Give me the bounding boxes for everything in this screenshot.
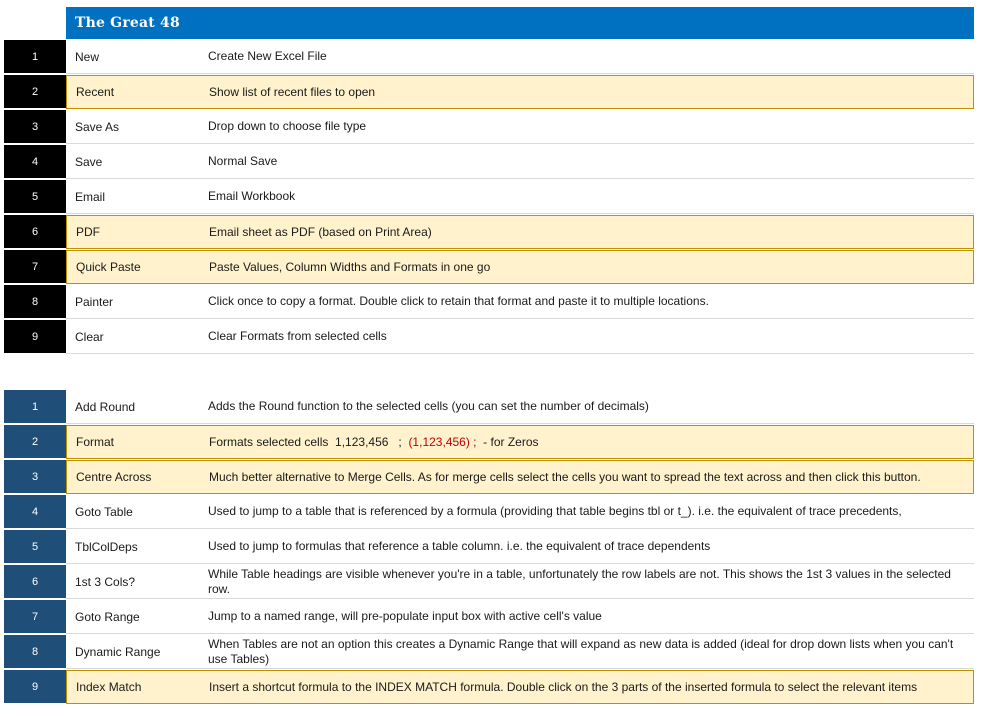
row-body bbox=[66, 40, 974, 74]
command-name: Format bbox=[76, 435, 115, 449]
row-body bbox=[66, 215, 974, 249]
row-number: 2 bbox=[4, 75, 66, 109]
table-row[interactable] bbox=[4, 495, 974, 529]
row-body bbox=[66, 180, 974, 214]
row-number: 1 bbox=[4, 390, 66, 424]
row-body bbox=[66, 75, 974, 109]
table-row[interactable] bbox=[4, 670, 974, 704]
command-description: Jump to a named range, will pre-populate input box with active cell's value bbox=[208, 609, 602, 623]
command-description: Clear Formats from selected cells bbox=[208, 329, 387, 343]
table-row[interactable] bbox=[4, 215, 974, 249]
row-number: 9 bbox=[4, 670, 66, 704]
command-name: Add Round bbox=[75, 399, 136, 414]
row-number: 1 bbox=[4, 40, 66, 74]
command-name: Dynamic Range bbox=[75, 644, 161, 659]
command-description: Show list of recent files to open bbox=[209, 84, 376, 99]
row-number: 6 bbox=[4, 215, 66, 249]
row-body bbox=[66, 250, 974, 284]
command-description: When Tables are not an option this creates a Dynamic Range that will expand as new data is added (ideal for drop down lists when you can't use Tables) bbox=[208, 636, 954, 666]
command-name: Quick Paste bbox=[76, 260, 141, 274]
command-description: Used to jump to formulas that reference a table column. i.e. the equivalent of trace dependents bbox=[208, 539, 711, 553]
command-name: Recent bbox=[76, 85, 115, 99]
row-body bbox=[66, 320, 974, 354]
row-number: 9 bbox=[4, 320, 66, 354]
row-body bbox=[66, 530, 974, 564]
row-number: 5 bbox=[4, 530, 66, 564]
row-body bbox=[66, 110, 974, 144]
command-description: Create New Excel File bbox=[208, 49, 327, 63]
command-description: Normal Save bbox=[208, 154, 278, 168]
header-corner bbox=[4, 7, 66, 39]
row-number: 7 bbox=[4, 250, 66, 284]
row-number: 4 bbox=[4, 495, 66, 529]
command-description: Email sheet as PDF (based on Print Area) bbox=[209, 224, 432, 239]
format-example-negative: (1,123,456) ; bbox=[408, 434, 477, 449]
command-name: Centre Across bbox=[76, 470, 152, 484]
command-name: TblColDeps bbox=[75, 539, 138, 554]
command-name: 1st 3 Cols? bbox=[75, 574, 136, 589]
format-example-zero: - for Zeros bbox=[476, 434, 539, 449]
table-row[interactable] bbox=[4, 425, 974, 459]
row-body bbox=[66, 460, 974, 494]
command-description: Adds the Round function to the selected cells (you can set the number of decimals) bbox=[208, 399, 649, 413]
command-name: PDF bbox=[76, 225, 100, 239]
command-description: Click once to copy a format. Double click to retain that format and paste it to multiple locations. bbox=[208, 294, 709, 308]
row-number: 3 bbox=[4, 110, 66, 144]
command-description bbox=[209, 426, 965, 458]
command-description: Insert a shortcut formula to the INDEX MATCH formula. Double click on the 3 parts of the inserted formula to select the relevant items bbox=[209, 679, 918, 694]
command-description: Email Workbook bbox=[208, 189, 296, 203]
command-name: Save As bbox=[75, 119, 120, 134]
table-row[interactable] bbox=[4, 390, 974, 424]
table-row[interactable] bbox=[4, 565, 974, 599]
row-body bbox=[66, 670, 974, 704]
table-row[interactable] bbox=[4, 530, 974, 564]
table-row[interactable] bbox=[4, 75, 974, 109]
row-number: 4 bbox=[4, 145, 66, 179]
table-row[interactable] bbox=[4, 600, 974, 634]
row-number: 8 bbox=[4, 635, 66, 669]
command-name: Save bbox=[75, 154, 103, 169]
table-row[interactable] bbox=[4, 250, 974, 284]
table-row[interactable] bbox=[4, 145, 974, 179]
table-row[interactable] bbox=[4, 285, 974, 319]
row-number: 8 bbox=[4, 285, 66, 319]
table-row[interactable] bbox=[4, 180, 974, 214]
page-title: The Great 48 bbox=[75, 15, 180, 31]
row-body bbox=[66, 565, 974, 599]
format-example-positive: Formats selected cells 1,123,456 ; bbox=[209, 434, 409, 449]
command-description: Used to jump to a table that is referenced by a formula (providing that table begins tbl or t_). i.e. the equivalent of trace precedents, bbox=[208, 504, 902, 518]
command-description: Much better alternative to Merge Cells. As for merge cells select the cells you want to spread the text across and then click this button. bbox=[209, 469, 921, 484]
table-row[interactable] bbox=[4, 460, 974, 494]
command-name: Clear bbox=[75, 329, 104, 344]
row-number: 5 bbox=[4, 180, 66, 214]
command-name: Painter bbox=[75, 294, 114, 309]
row-number: 2 bbox=[4, 425, 66, 459]
command-name: Goto Table bbox=[75, 504, 133, 519]
command-name: Goto Range bbox=[75, 609, 140, 624]
table-row[interactable] bbox=[4, 635, 974, 669]
row-body bbox=[66, 390, 974, 424]
row-body bbox=[66, 285, 974, 319]
table-row[interactable] bbox=[4, 320, 974, 354]
table-row[interactable] bbox=[4, 40, 974, 74]
command-name: Email bbox=[75, 189, 106, 204]
row-number: 3 bbox=[4, 460, 66, 494]
command-description: While Table headings are visible whenever you're in a table, unfortunately the row labels are not. This shows the 1st 3 values in the selected row. bbox=[208, 566, 951, 596]
command-name: Index Match bbox=[76, 680, 142, 694]
row-number: 7 bbox=[4, 600, 66, 634]
command-description: Paste Values, Column Widths and Formats in one go bbox=[209, 259, 491, 274]
command-name: New bbox=[75, 49, 100, 64]
table-row[interactable] bbox=[4, 110, 974, 144]
command-description: Drop down to choose file type bbox=[208, 119, 367, 133]
row-body bbox=[66, 425, 974, 459]
row-body bbox=[66, 635, 974, 669]
row-body bbox=[66, 495, 974, 529]
row-number: 6 bbox=[4, 565, 66, 599]
row-body bbox=[66, 600, 974, 634]
header-bar bbox=[66, 7, 974, 39]
row-body bbox=[66, 145, 974, 179]
